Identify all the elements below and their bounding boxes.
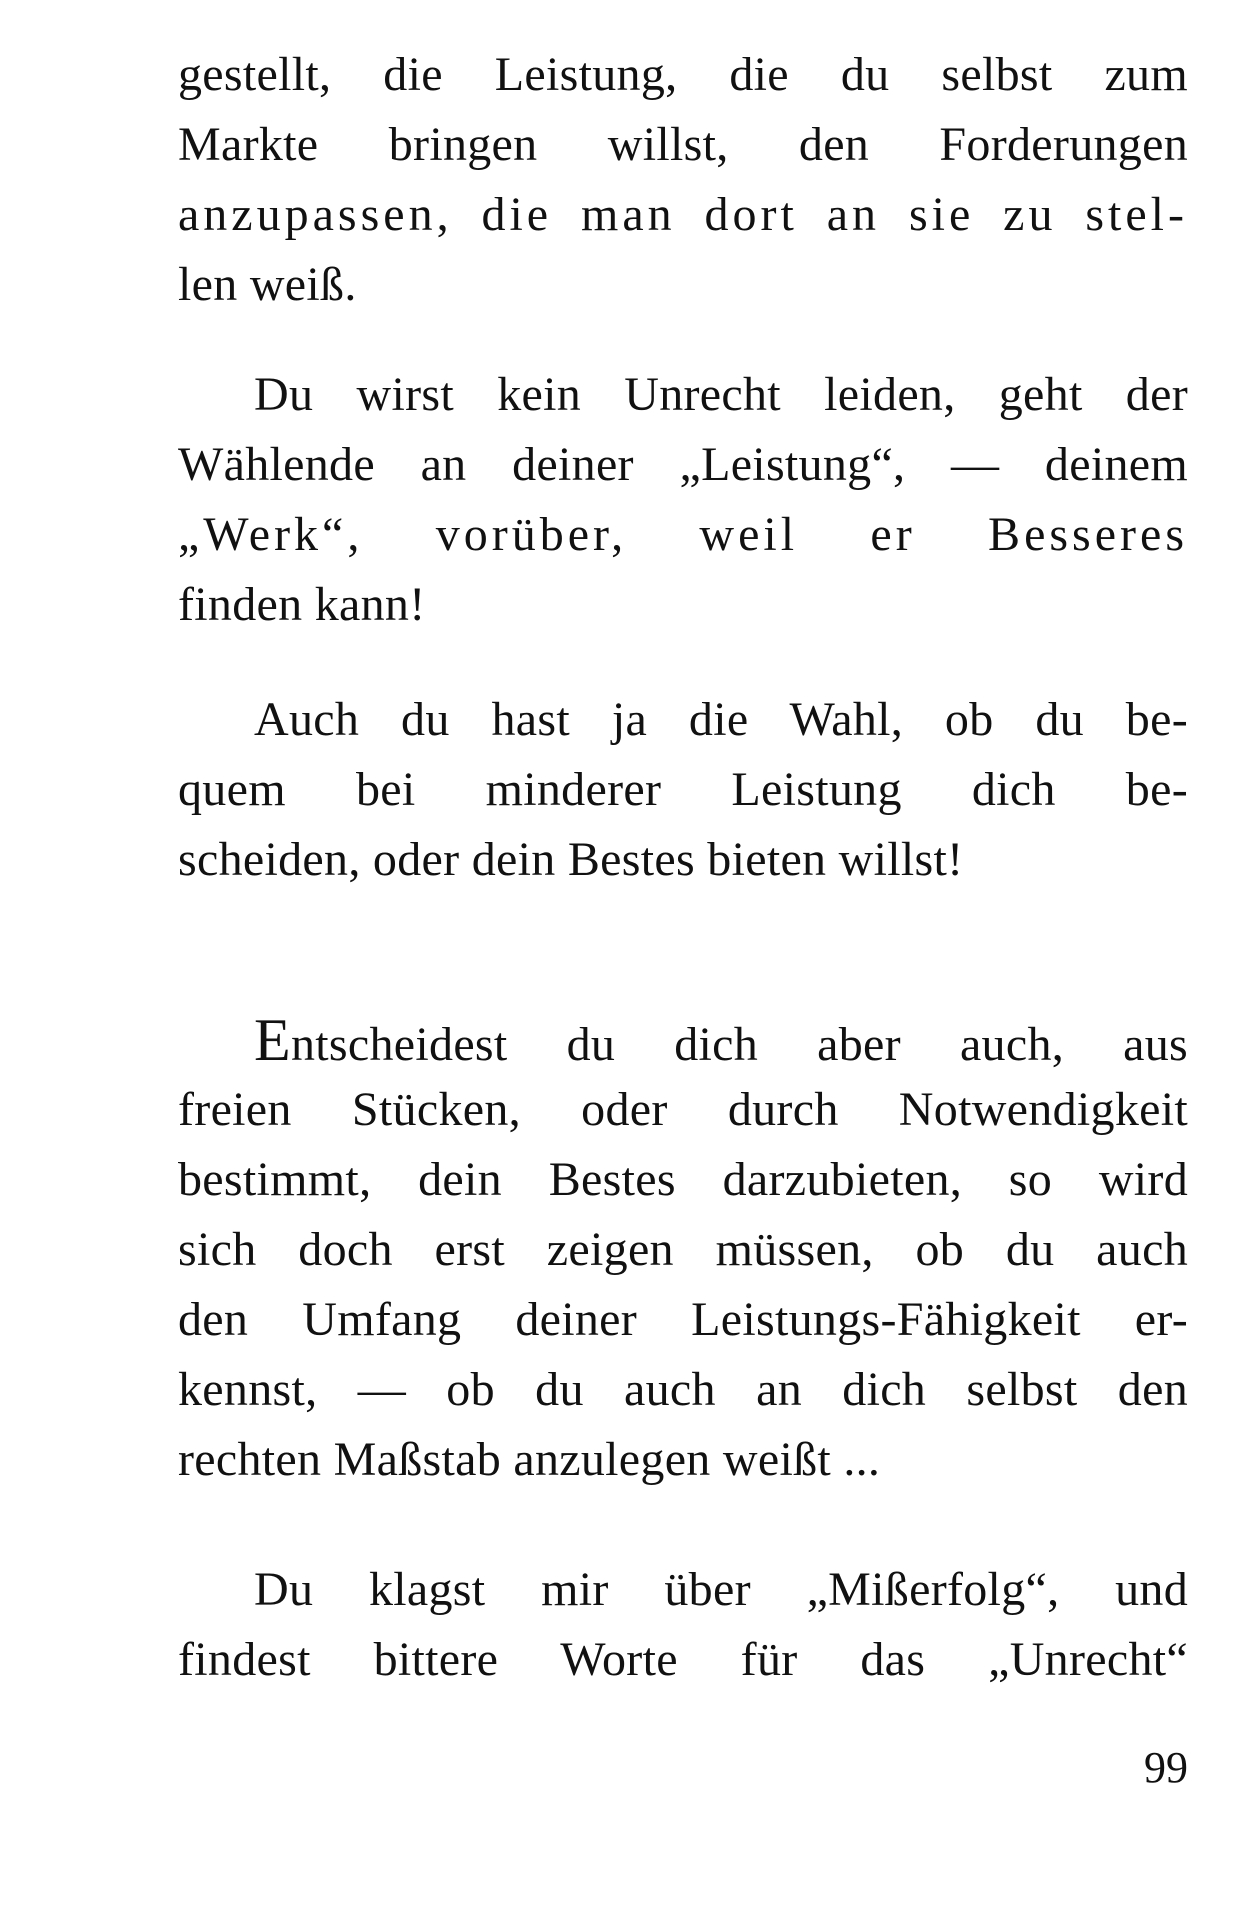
text-line: kennst, — ob du auch an dich selbst den [178,1363,1188,1416]
paragraph-1 [178,40,1188,320]
initial-letter: E [254,1007,291,1073]
text-line: finden kann! [178,578,426,631]
text-line [178,1005,1188,1075]
text-line-rest: ntscheidest du dich aber auch, aus [290,1018,1188,1071]
text-line: rechten Maßstab anzulegen weißt ... [178,1433,881,1486]
text-line: sich doch erst zeigen müssen, ob du auch [178,1223,1188,1276]
page-number: 99 [1144,1743,1188,1792]
text-line: anzupassen, die man dort an sie zu stel- [178,188,1188,241]
text-line: freien Stücken, oder durch Notwendigkeit [178,1083,1188,1136]
text-line: len weiß. [178,258,357,311]
text-line: quem bei minderer Leistung dich be- [178,763,1188,816]
text-line: den Umfang deiner Leistungs-Fähigkeit er- [178,1293,1188,1346]
text-line: gestellt, die Leistung, die du selbst zum [178,48,1188,101]
text-line: findest bittere Worte für das „Unrecht“ [178,1633,1188,1686]
paragraph-3 [178,685,1188,895]
text-line: Du wirst kein Unrecht leiden, geht der [254,368,1188,421]
paragraph-5 [178,1555,1188,1695]
text-line: Wählende an deiner „Leistung“, — deinem [178,438,1188,491]
paragraph-2 [178,360,1188,640]
text-line: „Werk“, vorüber, weil er Besseres [178,508,1188,561]
paragraph-4 [178,1005,1188,1495]
text-line: Auch du hast ja die Wahl, ob du be- [254,693,1188,746]
text-line: Du klagst mir über „Mißerfolg“, und [254,1563,1188,1616]
text-line: scheiden, oder dein Bestes bieten willst! [178,833,964,886]
text-line: bestimmt, dein Bestes darzubieten, so wird [178,1153,1188,1206]
text-line: Markte bringen willst, den Forderungen [178,118,1188,171]
